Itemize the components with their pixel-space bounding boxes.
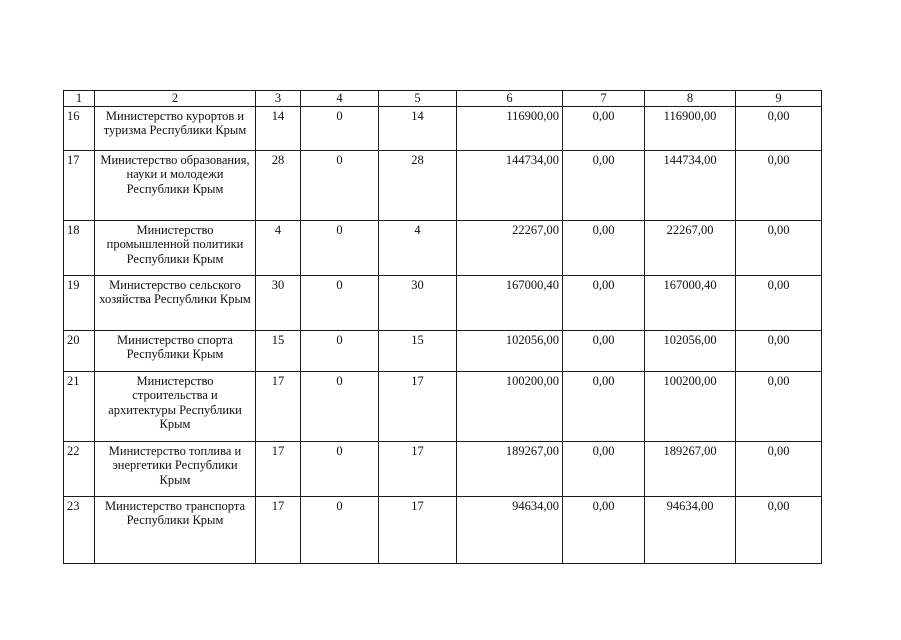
cell-col6: 144734,00 [457,150,563,220]
cell-col9: 0,00 [736,441,822,496]
cell-col5: 4 [379,220,457,275]
header-cell: 9 [736,91,822,107]
cell-col3: 17 [256,496,301,563]
cell-col8: 100200,00 [645,371,736,441]
header-cell: 7 [563,91,645,107]
cell-col5: 17 [379,371,457,441]
cell-col8: 167000,40 [645,275,736,330]
cell-col5: 15 [379,330,457,371]
cell-col5: 28 [379,150,457,220]
header-cell: 1 [64,91,95,107]
cell-col9: 0,00 [736,150,822,220]
cell-col4: 0 [301,496,379,563]
cell-col4: 0 [301,150,379,220]
table-row [64,330,822,371]
cell-col4: 0 [301,371,379,441]
row-number: 23 [64,496,95,563]
cell-col3: 17 [256,441,301,496]
table-row [64,441,822,496]
cell-col9: 0,00 [736,496,822,563]
cell-col3: 28 [256,150,301,220]
cell-col6: 22267,00 [457,220,563,275]
cell-col3: 15 [256,330,301,371]
cell-col6: 116900,00 [457,106,563,150]
cell-col6: 189267,00 [457,441,563,496]
cell-col9: 0,00 [736,106,822,150]
row-number: 18 [64,220,95,275]
row-number: 21 [64,371,95,441]
cell-col3: 17 [256,371,301,441]
table-row [64,496,822,563]
cell-col6: 100200,00 [457,371,563,441]
cell-col8: 102056,00 [645,330,736,371]
cell-col3: 14 [256,106,301,150]
cell-col5: 17 [379,496,457,563]
cell-col4: 0 [301,275,379,330]
cell-col7: 0,00 [563,330,645,371]
cell-col6: 94634,00 [457,496,563,563]
cell-col4: 0 [301,441,379,496]
cell-col9: 0,00 [736,220,822,275]
ministry-name: Министерство спорта Республики Крым [95,330,256,371]
table-row [64,150,822,220]
table-row [64,275,822,330]
cell-col7: 0,00 [563,371,645,441]
cell-col3: 4 [256,220,301,275]
cell-col7: 0,00 [563,275,645,330]
ministry-name: Министерство топлива и энергетики Республики Крым [95,441,256,496]
cell-col7: 0,00 [563,441,645,496]
row-number: 20 [64,330,95,371]
row-number: 16 [64,106,95,150]
column-number-row [64,91,822,107]
cell-col8: 144734,00 [645,150,736,220]
cell-col3: 30 [256,275,301,330]
cell-col8: 22267,00 [645,220,736,275]
row-number: 17 [64,150,95,220]
cell-col4: 0 [301,106,379,150]
cell-col8: 116900,00 [645,106,736,150]
cell-col9: 0,00 [736,371,822,441]
row-number: 22 [64,441,95,496]
header-cell: 5 [379,91,457,107]
cell-col9: 0,00 [736,275,822,330]
cell-col4: 0 [301,220,379,275]
ministry-name: Министерство транспорта Республики Крым [95,496,256,563]
ministry-name: Министерство строительства и архитектуры Республики Крым [95,371,256,441]
cell-col7: 0,00 [563,496,645,563]
table-row [64,106,822,150]
cell-col8: 94634,00 [645,496,736,563]
cell-col5: 30 [379,275,457,330]
cell-col4: 0 [301,330,379,371]
ministry-name: Министерство образования, науки и молодежи Республики Крым [95,150,256,220]
header-cell: 4 [301,91,379,107]
budget-table [63,90,822,564]
table-row [64,220,822,275]
ministry-name: Министерство курортов и туризма Республики Крым [95,106,256,150]
ministry-name: Министерство сельского хозяйства Республики Крым [95,275,256,330]
table-row [64,371,822,441]
cell-col6: 102056,00 [457,330,563,371]
cell-col7: 0,00 [563,220,645,275]
cell-col8: 189267,00 [645,441,736,496]
ministry-name: Министерство промышленной политики Республики Крым [95,220,256,275]
row-number: 19 [64,275,95,330]
cell-col7: 0,00 [563,150,645,220]
header-cell: 8 [645,91,736,107]
header-cell: 2 [95,91,256,107]
header-cell: 6 [457,91,563,107]
cell-col5: 17 [379,441,457,496]
cell-col7: 0,00 [563,106,645,150]
cell-col6: 167000,40 [457,275,563,330]
cell-col5: 14 [379,106,457,150]
cell-col9: 0,00 [736,330,822,371]
header-cell: 3 [256,91,301,107]
